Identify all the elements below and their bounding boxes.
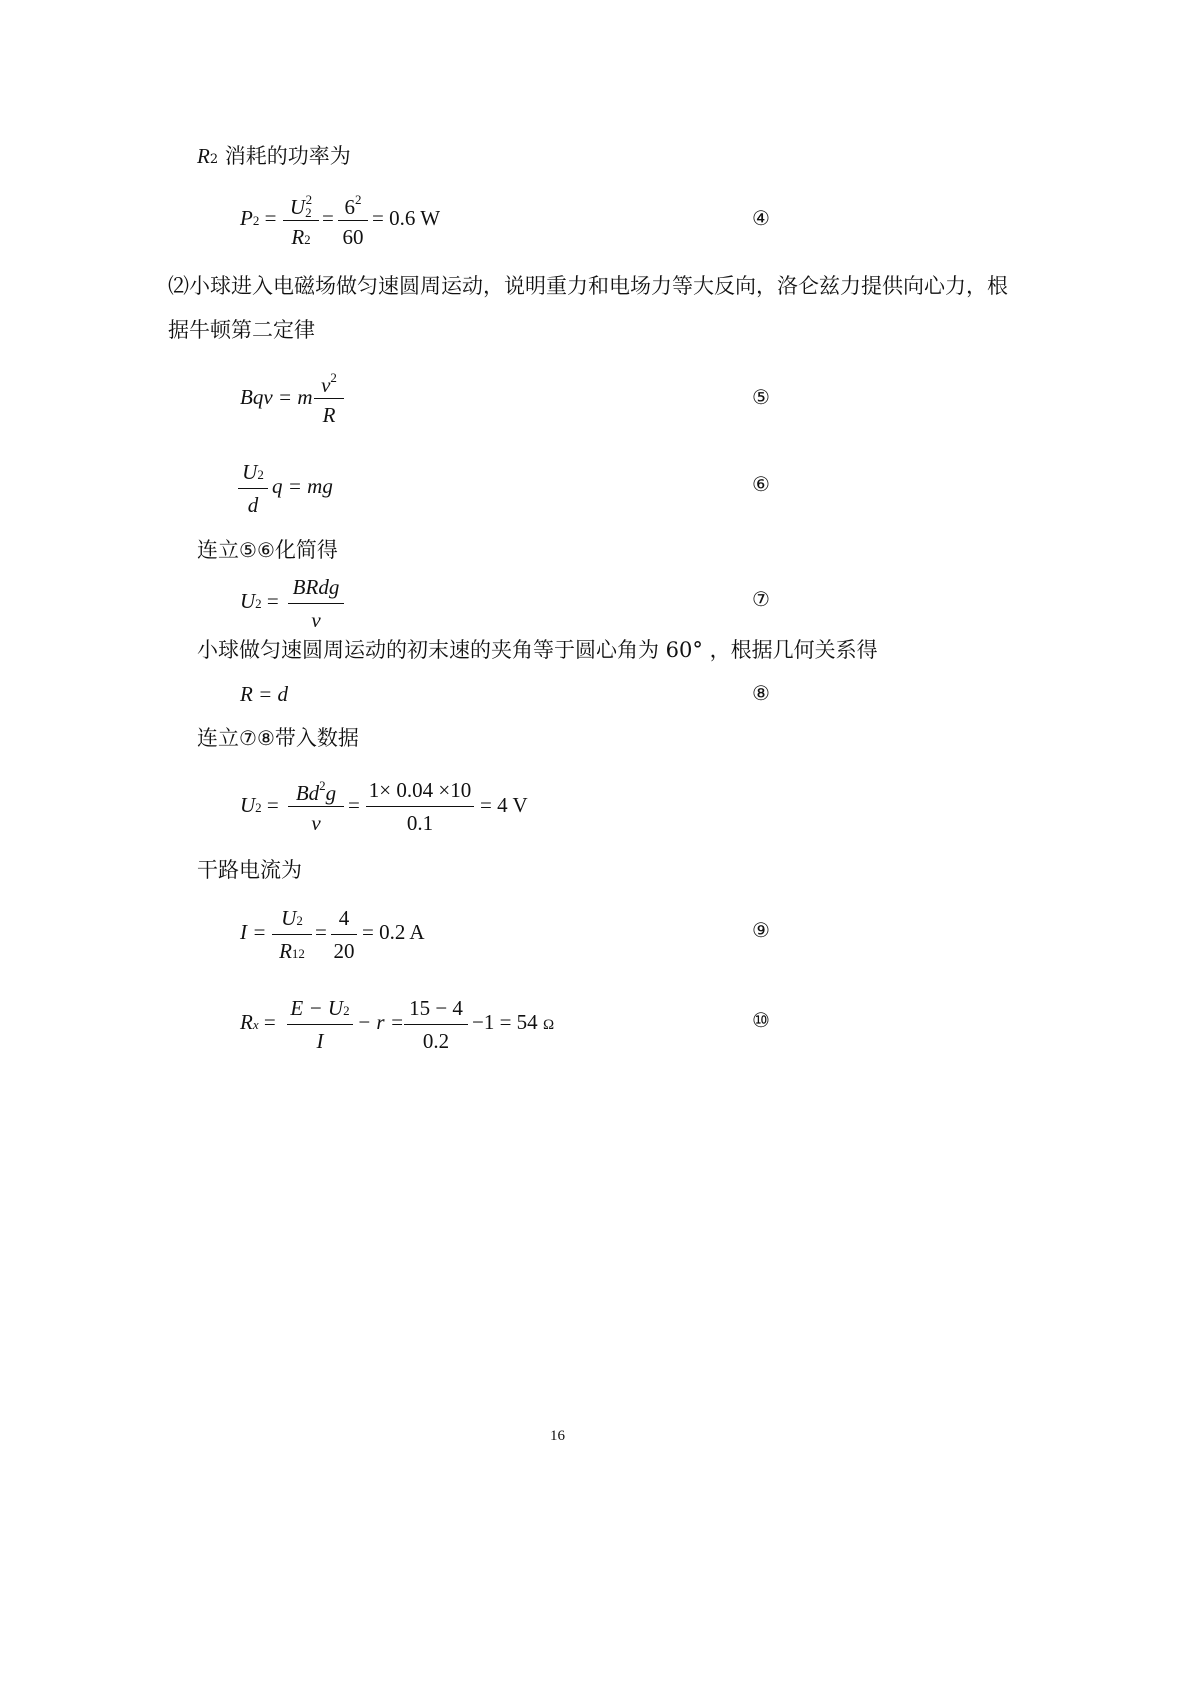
combine-56-line: 连立⑤⑥化简得 <box>197 538 338 562</box>
page-number: 16 <box>550 1428 565 1444</box>
eq4-result: = 0.6 W <box>372 206 441 230</box>
eq9-equals: = <box>315 920 327 944</box>
eq10-lhs: Rx = <box>240 1010 276 1034</box>
eq5-fraction: $v^2$ R <box>314 370 344 430</box>
eq9-result: = 0.2 A <box>362 920 425 944</box>
eq9-number: ⑨ <box>752 918 770 942</box>
eq7-lhs: U2 = <box>240 589 279 613</box>
eq5-number: ⑤ <box>752 385 770 409</box>
r2-power-intro: R2 消耗的功率为 <box>197 144 351 168</box>
eq4-lhs: P2 = <box>240 206 277 230</box>
eq6-rest: q = mg <box>272 474 333 498</box>
combine-78-line: 连立⑦⑧带入数据 <box>197 726 359 750</box>
eq-calc-equals: = <box>348 793 360 817</box>
trunk-current-line: 干路电流为 <box>197 858 302 882</box>
eq10-result: −1 = 54 Ω <box>472 1010 555 1034</box>
eq9-fraction-1: U2 R12 <box>272 906 312 966</box>
eq4-fraction-1: $U_2^2$ R2 <box>283 192 319 252</box>
part2-label: ⑵ <box>168 274 189 298</box>
eq4-equals: = <box>322 206 334 230</box>
eq-calc-lhs: U2 = <box>240 793 279 817</box>
eq5-lhs: Bqv = m <box>240 385 313 409</box>
eq8-number: ⑧ <box>752 681 770 705</box>
eq4-fraction-2: $6^2$ 60 <box>338 192 368 252</box>
eq10-fraction-1: E − U2 I <box>287 996 353 1056</box>
eq6-number: ⑥ <box>752 472 770 496</box>
eq7-number: ⑦ <box>752 587 770 611</box>
eq-calc-fraction-2: 1× 0.04 ×10 0.1 <box>366 778 474 838</box>
part2-line2: 据牛顿第二定律 <box>168 318 315 342</box>
eq-calc-result: = 4 V <box>480 793 528 817</box>
eq4-number: ④ <box>752 206 770 230</box>
eq-calc-fraction-1: Bd$^2$g v <box>288 778 344 838</box>
eq10-number: ⑩ <box>752 1008 770 1032</box>
eq10-mid: − r = <box>357 1010 405 1034</box>
eq9-lhs: I = <box>240 920 267 944</box>
eq9-fraction-2: 4 20 <box>331 906 357 966</box>
eq6-fraction: U2 d <box>238 460 268 520</box>
eq7-fraction: BRdg v <box>288 575 344 635</box>
geometry-line: 小球做匀速圆周运动的初末速的夹角等于圆心角为 60° ，根据几何关系得 <box>197 638 878 662</box>
eq10-fraction-2: 15 − 4 0.2 <box>404 996 468 1056</box>
part2-line1: ⑵小球进入电磁场做匀速圆周运动，说明重力和电场力等大反向，洛仑兹力提供向心力，根 <box>168 274 1008 298</box>
eq8: R = d <box>240 682 288 706</box>
